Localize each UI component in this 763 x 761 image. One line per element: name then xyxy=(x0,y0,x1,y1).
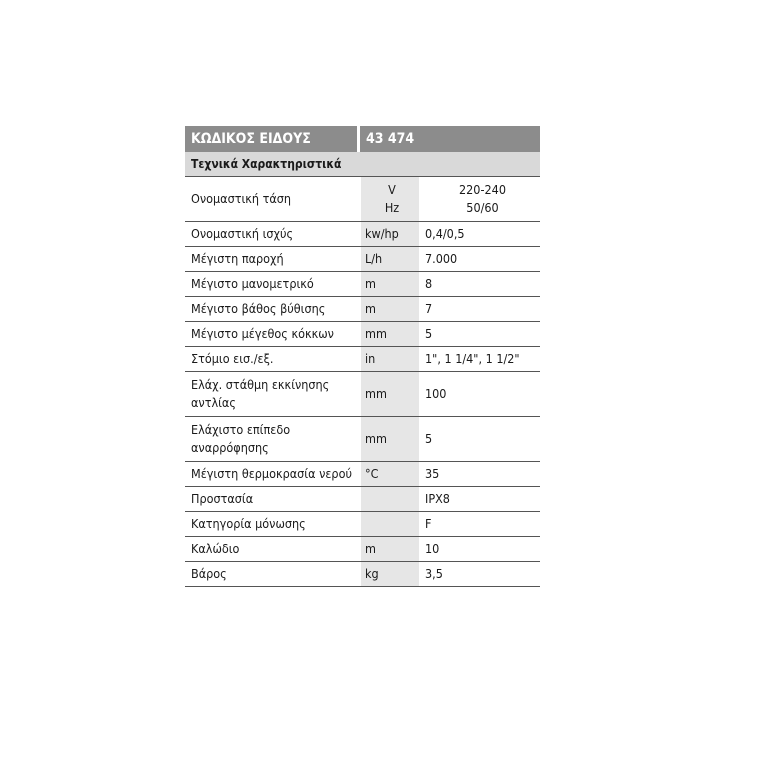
row-unit xyxy=(361,512,419,536)
row-label-line2: αναρρόφησης xyxy=(191,440,269,455)
row-value: 8 xyxy=(425,276,433,291)
row-label: Ονομαστική τάση xyxy=(191,191,292,206)
row-unit xyxy=(361,487,419,511)
spec-row-voltage xyxy=(185,177,540,222)
row-unit: in xyxy=(361,347,419,371)
row-value: 5 xyxy=(425,431,433,446)
spec-row-protection xyxy=(185,487,540,512)
spec-row-power xyxy=(185,222,540,247)
spec-row-grain xyxy=(185,322,540,347)
row-unit-line1: V xyxy=(388,182,396,197)
spec-table xyxy=(185,126,540,587)
row-label-line1: Ελάχιστο επίπεδο xyxy=(191,422,291,437)
row-unit: L/h xyxy=(361,247,419,271)
row-label: Μέγιστο βάθος βύθισης xyxy=(191,301,326,316)
row-label: Μέγιστο μανομετρικό xyxy=(191,276,314,291)
row-value-line2: 50/60 xyxy=(466,200,499,215)
spec-row-weight xyxy=(185,562,540,587)
row-unit: kg xyxy=(361,562,419,586)
spec-row-water-temp xyxy=(185,462,540,487)
item-code-value: 43 474 xyxy=(366,131,415,147)
spec-row-cable xyxy=(185,537,540,562)
item-code-label: ΚΩΔΙΚΟΣ ΕΙΔΟΥΣ xyxy=(185,126,360,152)
row-label: Ονομαστική ισχύς xyxy=(191,226,294,241)
row-label: Βάρος xyxy=(191,566,227,581)
row-value: 7 xyxy=(425,301,433,316)
section-title: Τεχνικά Χαρακτηριστικά xyxy=(185,152,540,177)
spec-row-suction-level xyxy=(185,417,540,462)
row-value: 10 xyxy=(425,541,440,556)
row-unit: m xyxy=(361,297,419,321)
row-label: Μέγιστη θερμοκρασία νερού xyxy=(191,466,352,481)
row-label-line1: Ελάχ. στάθμη εκκίνησης xyxy=(191,377,330,392)
row-label xyxy=(185,417,361,461)
row-label: Προστασία xyxy=(191,491,254,506)
row-unit-line2: Hz xyxy=(384,200,400,215)
row-value xyxy=(419,177,540,221)
row-unit: mm xyxy=(361,417,419,461)
row-value: 1", 1 1/4", 1 1/2" xyxy=(425,351,520,366)
row-value: 3,5 xyxy=(425,566,443,581)
row-unit: m xyxy=(361,537,419,561)
spec-row-outlet xyxy=(185,347,540,372)
row-label: Καλώδιο xyxy=(191,541,240,556)
row-value: F xyxy=(425,516,432,531)
spec-row-start-level xyxy=(185,372,540,417)
row-label xyxy=(185,372,361,416)
row-label: Μέγιστο μέγεθος κόκκων xyxy=(191,326,334,341)
row-value: 0,4/0,5 xyxy=(425,226,465,241)
row-label: Κατηγορία μόνωσης xyxy=(191,516,306,531)
spec-row-depth xyxy=(185,297,540,322)
row-value: 5 xyxy=(425,326,433,341)
row-unit: m xyxy=(361,272,419,296)
row-label: Μέγιστη παροχή xyxy=(191,251,284,266)
spec-row-flow xyxy=(185,247,540,272)
row-label: Στόμιο εισ./εξ. xyxy=(191,351,274,366)
row-value: 100 xyxy=(425,386,447,401)
row-unit: mm xyxy=(361,372,419,416)
row-value: IPX8 xyxy=(425,491,450,506)
row-value: 35 xyxy=(425,466,440,481)
spec-header xyxy=(185,126,540,152)
row-label-line2: αντλίας xyxy=(191,395,236,410)
spec-row-insulation xyxy=(185,512,540,537)
row-unit: mm xyxy=(361,322,419,346)
spec-row-head xyxy=(185,272,540,297)
row-value-line1: 220-240 xyxy=(459,182,506,197)
row-unit xyxy=(361,177,419,221)
row-unit: °C xyxy=(361,462,419,486)
row-unit: kw/hp xyxy=(361,222,419,246)
row-value: 7.000 xyxy=(425,251,458,266)
